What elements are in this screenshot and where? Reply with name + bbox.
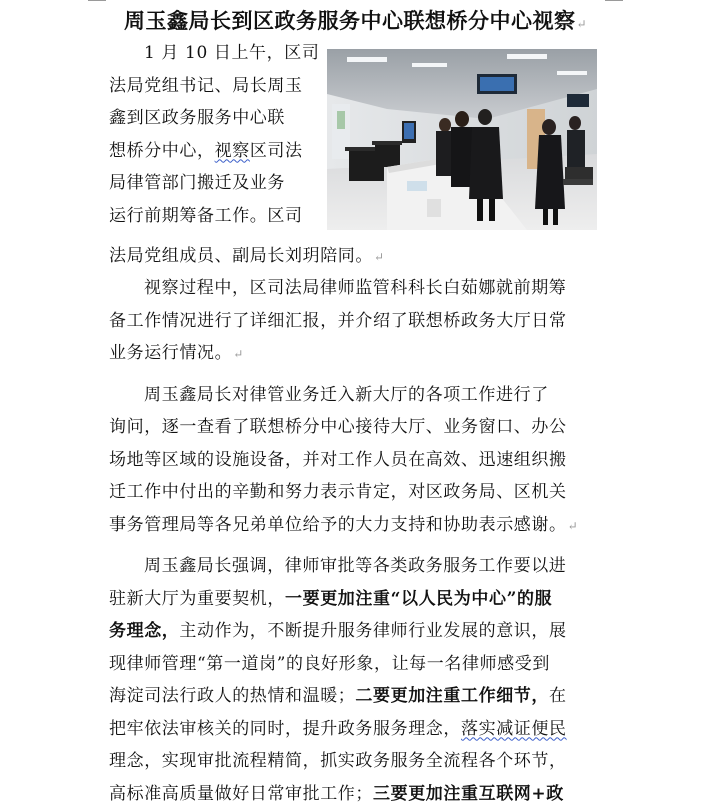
- para4-line-6-a: 把牢依法审核关的同时，提升政务服务理念，: [109, 718, 461, 739]
- para4-line-8: [109, 778, 607, 811]
- para4-line-1: 周玉鑫局长强调，律师审批等各类政务服务工作要以进: [144, 556, 567, 576]
- para4-line-5-bold: 二要更加注重工作细节，: [355, 686, 550, 706]
- intro-paragraph: [109, 37, 319, 232]
- para3-line-2: 询问，逐一查看了联想桥分中心接待大厅、业务窗口、办公: [109, 417, 567, 437]
- para4-line-3-b: 主动作为，不断提升服务律师行业发展的意识，展: [179, 621, 567, 641]
- para4-line-3: [109, 615, 607, 648]
- para4-line-8-bold: 三要更加注重互联网+政: [373, 783, 564, 804]
- intro-line-4-spellcheck: 视察: [214, 140, 250, 161]
- paragraph-mark: ↵: [374, 250, 385, 264]
- intro-line-6: 运行前期筹备工作。区司: [109, 205, 303, 226]
- intro-line-7-text: 法局党组成员、副局长刘玥陪同。: [109, 246, 373, 266]
- intro-line-3: 鑫到区政务服务中心联: [109, 108, 285, 128]
- para4-line-4: 现律师管理“第一道岗”的良好形象，让每一名律师感受到: [109, 653, 550, 674]
- para2-line-3-text: 业务运行情况。: [109, 343, 233, 363]
- para4-line-8-a: 高标准高质量做好日常审批工作；: [109, 783, 373, 804]
- para4-line-5-c: 在: [549, 686, 567, 706]
- para3-line-5: [109, 509, 607, 543]
- document-title: [0, 6, 711, 39]
- paragraph-mark: ↵: [576, 17, 588, 31]
- para3-line-1: 周玉鑫局长对律管业务迁入新大厅的各项工作进行了: [144, 384, 549, 405]
- para3-line-4: 迁工作中付出的辛勤和努力表示肯定，对区政务局、区机关: [109, 482, 567, 502]
- intro-line-4: [109, 135, 319, 168]
- para4-line-2-bold: 一要更加注重“以人民为中心”的服: [285, 588, 553, 609]
- intro-line-2-text: 法局党组书记、局长周玉: [109, 75, 303, 96]
- para4-line-6-spellcheck: 落实减证便民: [461, 718, 567, 739]
- intro-line-2: [109, 70, 319, 103]
- paragraph-gap: [109, 371, 607, 379]
- para4-line-2-a: 驻新大厅为重要契机，: [109, 588, 285, 609]
- intro-line-4-a: 想桥分中心，: [109, 140, 215, 161]
- paragraph-mark: ↵: [233, 347, 244, 361]
- para3-line-5-text: 事务管理局等各兄弟单位给予的大力支持和协助表示感谢。: [109, 514, 567, 535]
- para4-line-2: [109, 583, 607, 616]
- para2-line-1: 视察过程中，区司法局律师监管科科长白茹娜就前期筹: [144, 278, 567, 298]
- intro-line-5: 局律管部门搬迁及业务: [109, 173, 285, 193]
- page-corner-mark-right: [605, 0, 623, 2]
- body-text: [109, 272, 607, 810]
- title-text: 周玉鑫局长到区政务服务中心联想桥分中心视察: [123, 8, 576, 33]
- page-corner-mark-left: [88, 0, 106, 2]
- para4-line-5: [109, 680, 607, 713]
- intro-line-7: [109, 240, 607, 274]
- inspection-photo: [327, 49, 597, 230]
- intro-last-line: [109, 240, 607, 274]
- para4-line-5-a: 海淀司法行政人的热情和温暖；: [109, 686, 356, 706]
- para3-line-3: 场地等区域的设施设备，并对工作人员在高效、迅速组织搬: [109, 449, 567, 470]
- para2-line-3: [109, 337, 607, 371]
- para4-line-3-bold: 务理念，: [109, 621, 180, 641]
- para4-line-7: 理念，实现审批流程精简，抓实政务服务全流程各个环节，: [109, 751, 567, 771]
- paragraph-gap: [109, 542, 607, 550]
- paragraph-mark: ↵: [567, 518, 579, 533]
- intro-line-4-b: 区司法: [249, 140, 303, 161]
- para2-line-2: 备工作情况进行了详细汇报，并介绍了联想桥政务大厅日常: [109, 310, 567, 331]
- intro-line-1: 1 月 10 日上午，区司: [144, 43, 320, 63]
- para4-line-6: [109, 713, 607, 746]
